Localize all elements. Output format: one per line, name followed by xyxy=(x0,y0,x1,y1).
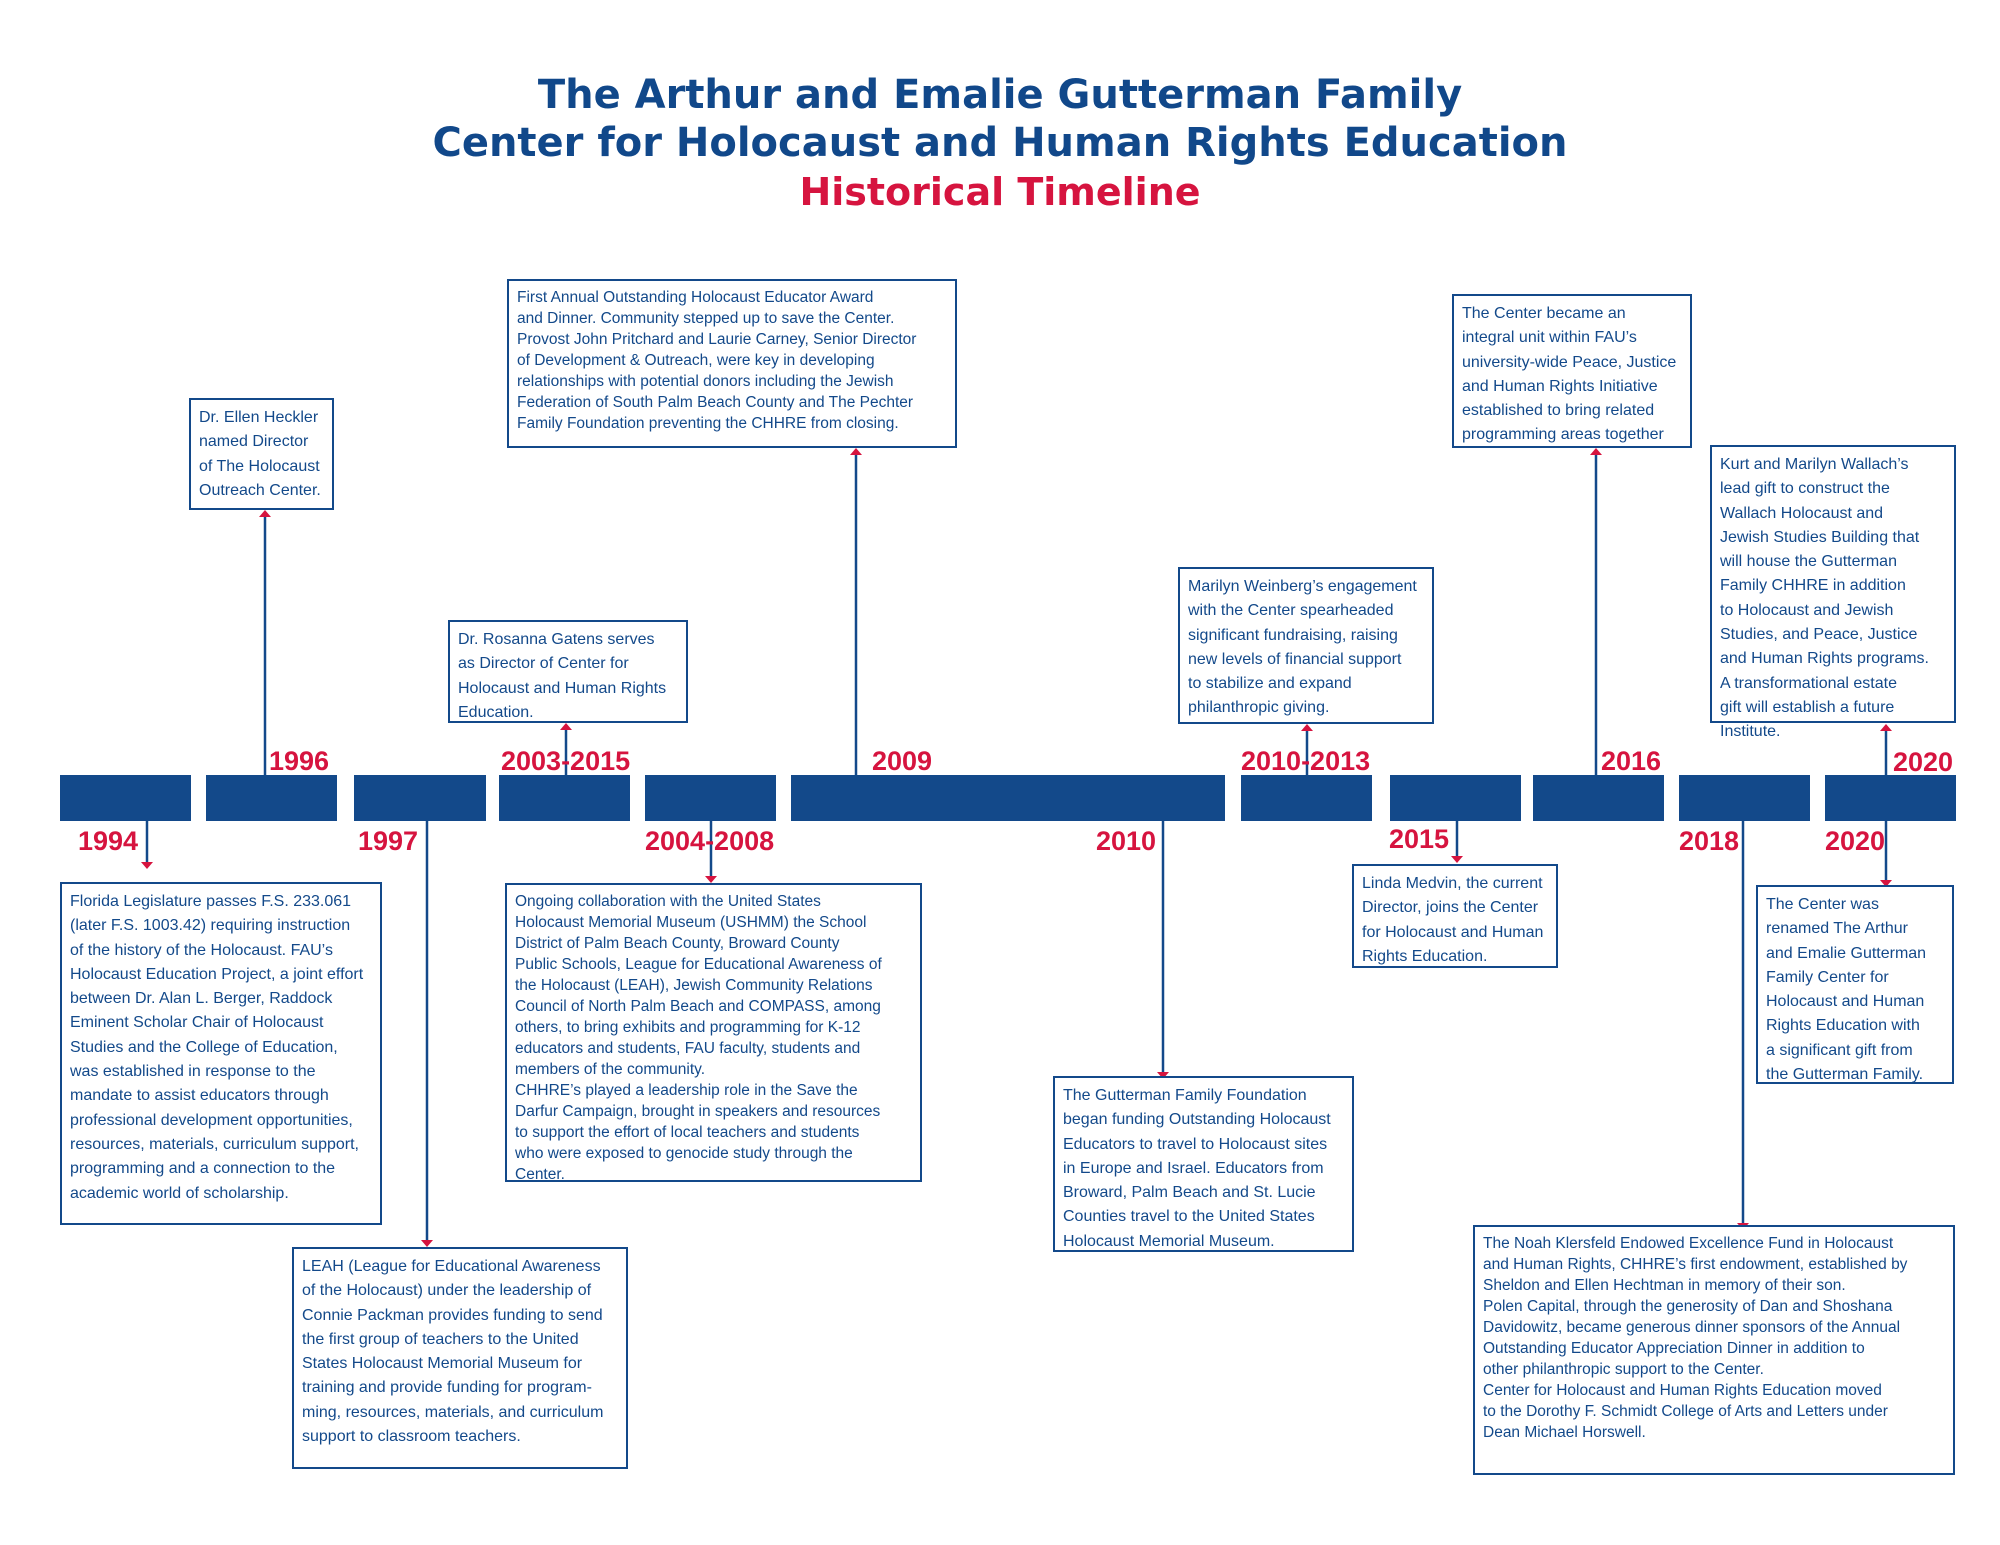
timeline-subtitle: Historical Timeline xyxy=(799,170,1201,214)
event-box-2010-2013: Marilyn Weinberg’s engagement with the Center spearheaded significant fundraising, raising new levels of financial support to stabilize and expand philanthropic giving. xyxy=(1178,567,1434,724)
event-box-2009: First Annual Outstanding Holocaust Educator Award and Dinner. Community stepped up to save the Center. Provost John Pritchard and Laurie Carney, Senior Director of Development & Outreach, were key in developing relationships with potential donors including the Jewish Federation of South Palm Beach County and The Pechter Family Foundation preventing the CHHRE from closing. xyxy=(507,279,957,448)
year-label-1994: 1994 xyxy=(78,826,139,856)
timeline-bar-segment xyxy=(791,775,1225,821)
title-line-1: The Arthur and Emalie Gutterman Family xyxy=(537,72,1463,118)
timeline-bar-segment xyxy=(645,775,776,821)
timeline-bar-segment xyxy=(206,775,337,821)
year-label-1996: 1996 xyxy=(269,746,330,776)
arrow-1997 xyxy=(421,1240,433,1247)
year-label-2010-2013: 2010-2013 xyxy=(1241,746,1371,776)
event-box-2018: The Noah Klersfeld Endowed Excellence Fund in Holocaust and Human Rights, CHHRE’s first endowment, established by Sheldon and Ellen Hechtman in memory of their son. Polen Capital, through the generosity of Dan and Shoshana Davidowitz, became generous dinner sponsors of the Annual Outstanding Educator Appreciation Dinner in addition to other philanthropic support to the Center. Center for Holocaust and Human Rights Education moved to the Dorothy F. Schmidt College of Arts and Letters under Dean Michael Horswell. xyxy=(1473,1225,1955,1475)
event-box-2010: The Gutterman Family Foundation began funding Outstanding Holocaust Educators to travel to Holocaust sites in Europe and Israel. Educators from Broward, Palm Beach and St. Lucie Counties travel to the United States Holocaust Memorial Museum. xyxy=(1053,1076,1354,1252)
arrow-2015 xyxy=(1451,856,1463,863)
event-box-1994: Florida Legislature passes F.S. 233.061 (later F.S. 1003.42) requiring instruction of the history of the Holocaust. FAU’s Holocaust Education Project, a joint effort between Dr. Alan L. Berger, Raddock Eminent Scholar Chair of Holocaust Studies and the College of Education, was established in response to the mandate to assist educators through professional development opportunities, resources, materials, curriculum support, programming and a connection to the academic world of scholarship. xyxy=(60,882,382,1225)
event-box-1996: Dr. Ellen Heckler named Director of The Holocaust Outreach Center. xyxy=(189,398,334,510)
year-label-2010: 2010 xyxy=(1096,826,1157,856)
timeline-bar-segment xyxy=(1241,775,1372,821)
timeline-bar-segment xyxy=(499,775,630,821)
event-box-2020-bottom: The Center was renamed The Arthur and Emalie Gutterman Family Center for Holocaust and Human Rights Education with a significant gift from the Gutterman Family. xyxy=(1756,885,1954,1084)
arrow-2020-top xyxy=(1880,724,1892,731)
timeline-bar-segment xyxy=(1825,775,1956,821)
year-label-1997: 1997 xyxy=(358,826,419,856)
arrow-1996 xyxy=(259,510,271,517)
arrow-2010-2013 xyxy=(1301,724,1313,731)
timeline-bar-segment xyxy=(1533,775,1664,821)
event-box-2003-2015: Dr. Rosanna Gatens serves as Director of Center for Holocaust and Human Rights Education. xyxy=(448,620,688,723)
year-label-2020-bottom: 2020 xyxy=(1825,826,1886,856)
event-box-2015: Linda Medvin, the current Director, joins the Center for Holocaust and Human Rights Education. xyxy=(1352,864,1558,968)
year-label-2003-2015: 2003-2015 xyxy=(501,746,631,776)
event-box-2016: The Center became an integral unit within FAU’s university-wide Peace, Justice and Human Rights Initiative established to bring related programming areas together xyxy=(1452,294,1692,448)
title-line-2: Center for Holocaust and Human Rights Education xyxy=(432,120,1568,166)
event-box-2020-top: Kurt and Marilyn Wallach’s lead gift to construct the Wallach Holocaust and Jewish Studies Building that will house the Gutterman Family CHHRE in addition to Holocaust and Jewish Studies, and Peace, Justice and Human Rights programs. A transformational estate gift will establish a future Institute. xyxy=(1710,445,1956,723)
year-label-2016: 2016 xyxy=(1601,746,1662,776)
event-box-1997: LEAH (League for Educational Awareness of the Holocaust) under the leadership of Connie Packman provides funding to send the first group of teachers to the United States Holocaust Memorial Museum for training and provide funding for program- ming, resources, materials, and curriculum support to classroom teachers. xyxy=(292,1247,628,1469)
year-label-2020-top: 2020 xyxy=(1893,747,1954,777)
year-label-2009: 2009 xyxy=(872,746,933,776)
timeline-bar-segment xyxy=(1390,775,1521,821)
arrow-2003 xyxy=(560,723,572,730)
year-label-2004-2008: 2004-2008 xyxy=(645,826,775,856)
timeline-bar-segment xyxy=(354,775,486,821)
arrow-2016 xyxy=(1590,448,1602,455)
timeline-bar-segment xyxy=(60,775,191,821)
timeline-bar-segment xyxy=(1679,775,1810,821)
arrow-2009 xyxy=(850,448,862,455)
arrow-1994 xyxy=(141,862,153,869)
arrow-2004 xyxy=(705,876,717,883)
event-box-2004-2008: Ongoing collaboration with the United States Holocaust Memorial Museum (USHMM) the School District of Palm Beach County, Broward County Public Schools, League for Educational Awareness of the Holocaust (LEAH), Jewish Community Relations Council of North Palm Beach and COMPASS, among others, to bring exhibits and programming for K-12 educators and students, FAU faculty, students and members of the community. CHHRE’s played a leadership role in the Save the Darfur Campaign, brought in speakers and resources to support the effort of local teachers and students who were exposed to genocide study through the Center. xyxy=(505,883,922,1182)
year-label-2018: 2018 xyxy=(1679,826,1740,856)
year-label-2015: 2015 xyxy=(1389,824,1450,854)
